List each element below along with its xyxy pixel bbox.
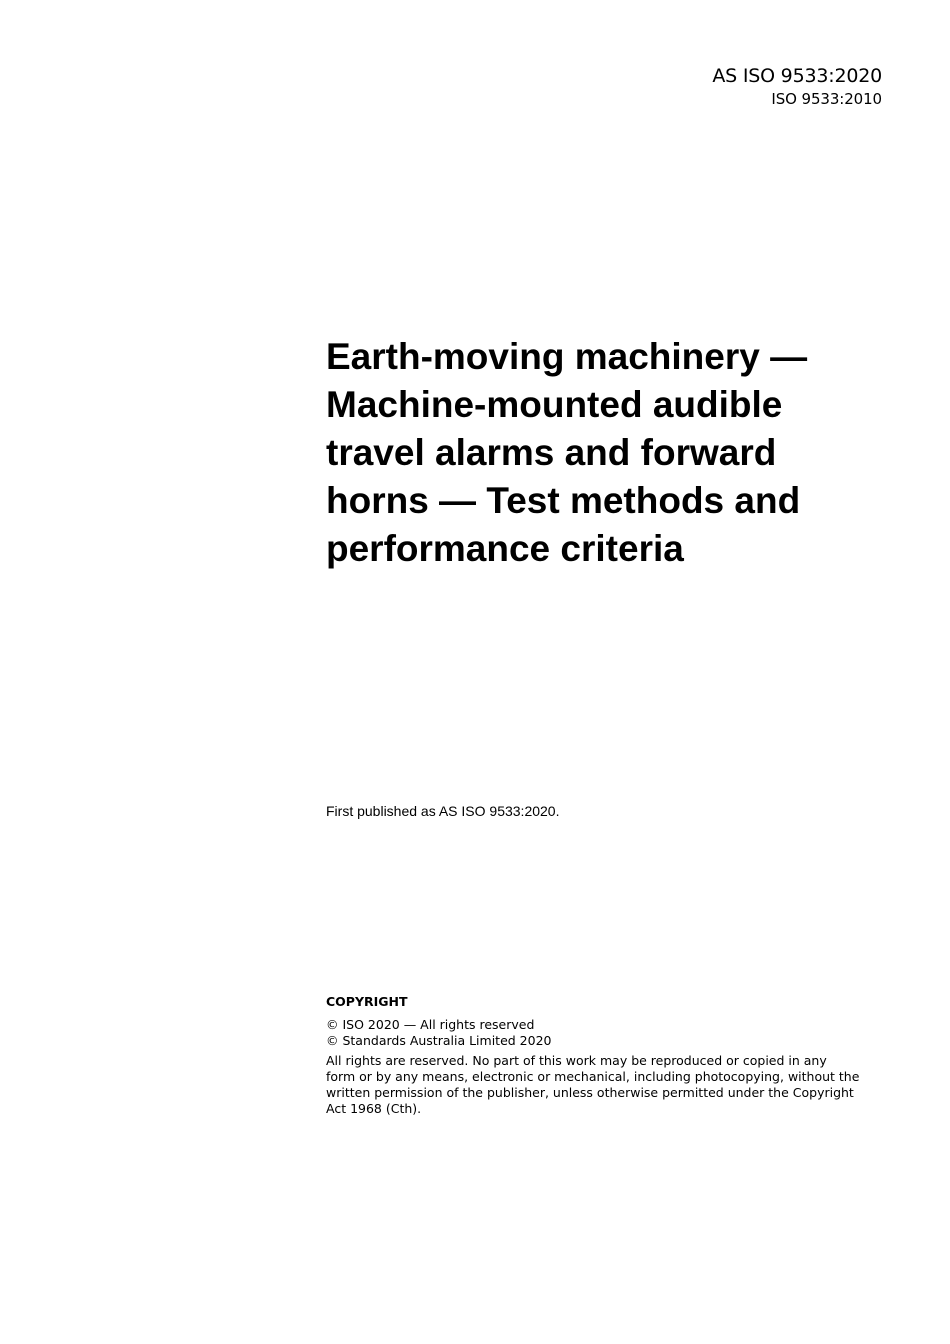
primary-standard-number: AS ISO 9533:2020	[712, 65, 882, 87]
document-title	[326, 333, 886, 573]
copyright-heading: COPYRIGHT	[326, 994, 408, 1009]
copyright-notice-iso: © ISO 2020 — All rights reserved	[326, 1017, 535, 1032]
title-line: horns — Test methods and	[326, 480, 801, 521]
rights-statement-line: Act 1968 (Cth).	[326, 1101, 422, 1116]
title-line: Earth-moving machinery —	[326, 336, 808, 377]
title-line: travel alarms and forward	[326, 432, 777, 473]
rights-statement	[326, 1053, 866, 1117]
rights-statement-line: form or by any means, electronic or mechanical, including photocopying, without the	[326, 1069, 860, 1084]
copyright-notice-standards-australia: © Standards Australia Limited 2020	[326, 1033, 552, 1048]
publication-note: First published as AS ISO 9533:2020.	[326, 803, 560, 819]
title-line: Machine-mounted audible	[326, 384, 783, 425]
title-line: performance criteria	[326, 528, 684, 569]
copyright-section	[326, 994, 866, 1117]
rights-statement-line: All rights are reserved. No part of this work may be reproduced or copied in any	[326, 1053, 827, 1068]
standard-designation	[712, 64, 882, 109]
rights-statement-line: written permission of the publisher, unless otherwise permitted under the Copyright	[326, 1085, 854, 1100]
secondary-standard-number: ISO 9533:2010	[771, 90, 882, 108]
